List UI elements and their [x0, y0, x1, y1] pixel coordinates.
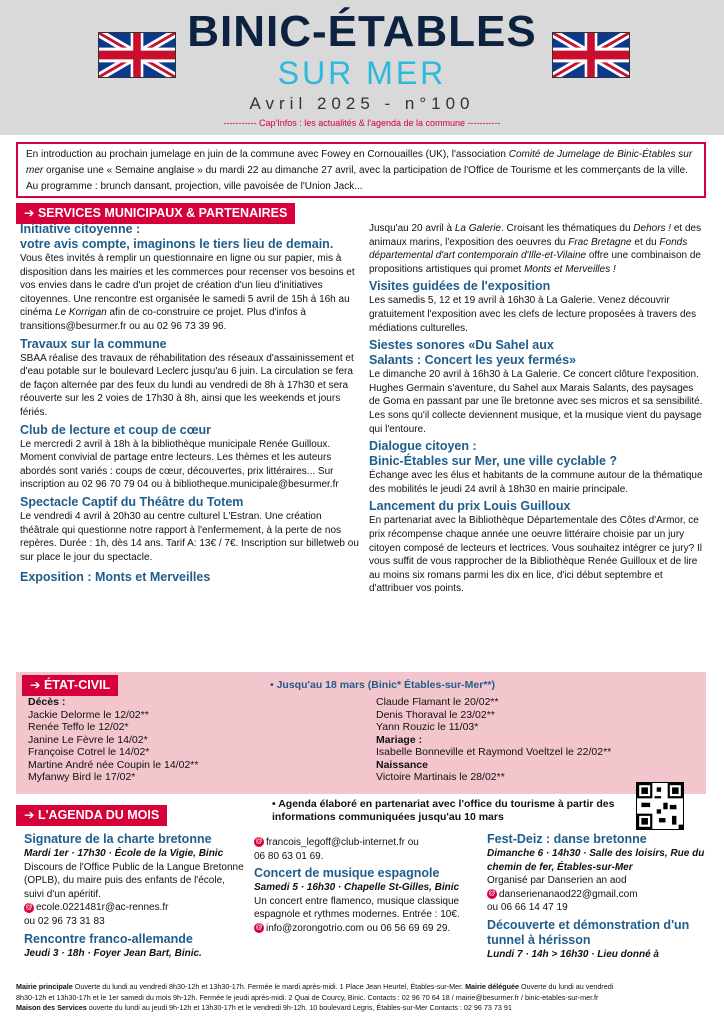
article-body: [20, 252, 360, 334]
article-title: Visites guidées de l'exposition: [369, 279, 551, 294]
list-item: Françoise Cotrel le 14/02*: [28, 746, 150, 758]
event-when: Lundi 7 · 14h > 16h30 · Lieu donné à: [487, 948, 659, 960]
footer-line: 8h30-12h et 13h30-17h et le 1er samedi du mois 9h-12h. Fermée le jeudi après-midi. 2 Quai de Courcy, Binic. Contacts : 02 96 70 64 18 / mairie@besurmer.fr / binic-etables-sur-mer.fr: [16, 992, 599, 1002]
list-item: Myfanwy Bird le 17/02*: [28, 771, 136, 783]
list-item: Martine André née Coupin le 14/02**: [28, 758, 199, 771]
article-subtitle: Salants : Concert les yeux fermés»: [369, 353, 577, 368]
mariage-label: Mariage :: [376, 733, 423, 746]
intro-box: [16, 142, 706, 198]
article-body: En partenariat avec la Bibliothèque Départementale des Côtes d'Armor, ce prix récompense chaque année une oeuvre littéraire choisie par un jury citoyen composé de lecteurs et lectrices. Vous souhaitez intégrer ce jury? Il vous suffit de vous rapprocher de la Bibliothèque Renée Guilloux et de lire au moins six romans parmi les dix en lice, d'ici début septembre et d'attribuer vos points.: [369, 515, 702, 595]
qr-code-icon[interactable]: [636, 782, 684, 830]
event-email[interactable]: danserienanaod22@gmail.com: [499, 888, 638, 900]
article-body: [369, 222, 707, 276]
section-header-agenda: ➔ L'AGENDA DU MOIS: [16, 805, 167, 826]
event-contact[interactable]: [487, 888, 709, 902]
footer-text: ouverte du lundi au jeudi 9h-12h et 13h30-17h et le vendredi 9h-12h. 10 boulevard Legris, Étables-sur-Mer Contacts : 02 96 73 73 91: [86, 1003, 512, 1013]
footer: [16, 982, 706, 1014]
mail-icon: @: [255, 838, 263, 846]
event-email[interactable]: francois_legoff@club-internet.fr ou: [266, 837, 419, 848]
event-when: Samedi 5 · 16h30 · Chapelle St-Gilles, Binic: [254, 882, 460, 894]
event-phone: 06 80 63 01 69.: [254, 850, 324, 862]
list-item: Denis Thoraval le 23/02**: [376, 708, 495, 721]
article-title: Travaux sur la commune: [20, 336, 167, 351]
theme-name: Dehors !: [633, 223, 672, 234]
agenda-column-1: [24, 832, 246, 960]
article-text: afin de co-construire ce projet. Plus d'infos à transitions@besurmer.fr ou au 02 96 73 39 96.: [20, 307, 306, 332]
article-title: Dialogue citoyen :: [369, 439, 477, 454]
deces-label: Décès :: [28, 696, 66, 708]
event-contact[interactable]: [254, 922, 476, 936]
list-item: Claude Flamant le 20/02**: [376, 696, 499, 708]
intro-text-2: organise une « Semaine anglaise » du mardi 22 au dimanche 27 avril, avec la participation de l'Office de Tourisme et les commerçants de la ville. Au programme : brunch dansant, projection, ville pavoisée de l'Union Jack...: [26, 165, 688, 192]
list-item: Yann Rouzic le 11/03*: [376, 721, 479, 733]
event-title: Signature de la charte bretonne: [24, 832, 212, 846]
event-when: Jeudi 3 · 18h · Foyer Jean Bart, Binic.: [24, 947, 202, 959]
footer-label: Mairie principale: [16, 982, 73, 991]
event-body: Un concert entre flamenco, musique classique espagnole et rythmes modernes. Entrée : 10€.: [254, 895, 460, 921]
footer-text: Ouverte du lundi au vendredi: [519, 982, 614, 991]
article-body: Le vendredi 4 avril à 20h30 au centre culturel L'Estran. Une création théâtrale qui questionne notre rapport à l'enfermement, à la perte de nos repères. Durée : 1h, dès 14 ans. Tarif A: 13€ / 7€. Inscription sur billetweb ou sur place le jour du spectacle.: [20, 510, 359, 563]
article-title: Initiative citoyenne :: [20, 222, 141, 236]
article-text: offre une combinaison de propositions artistiques qui promet: [369, 250, 701, 275]
event-contact[interactable]: [254, 836, 476, 850]
footer-text: Ouverte du lundi au vendredi 8h30-12h et 13h30-17h. Fermée le mardi après-midi. 1 Place Jean Heurtel, Étables-sur-Mer.: [72, 982, 466, 991]
list-item: Isabelle Bonneville et Raymond Voeltzel le 22/02**: [376, 746, 612, 758]
list-item: Victoire Martinais le 28/02**: [376, 771, 505, 783]
institution-name: Frac Bretagne: [568, 236, 632, 248]
event-title: Fest-Deiz : danse bretonne: [487, 832, 647, 846]
event-phone: ou 06 66 14 47 19: [487, 902, 568, 914]
services-right-column: [369, 222, 707, 596]
article-title: Spectacle Captif du Théâtre du Totem: [20, 494, 244, 509]
masthead-title: BINIC-ÉTABLES: [187, 7, 537, 56]
article-body: Échange avec les élus et habitants de la commune autour de la thématique des mobilités le jeudi 24 avril à 18h30 en mairie principale.: [369, 470, 703, 495]
article-title: Lancement du prix Louis Guilloux: [369, 499, 571, 514]
intro-association: Comité de Jumelage de Binic-Étables sur mer: [26, 149, 693, 176]
footer-line: [16, 1003, 706, 1014]
naissance-label: Naissance: [376, 758, 428, 771]
agenda-column-3: [487, 832, 709, 962]
mail-icon: @: [25, 903, 33, 911]
event-title: Concert de musique espagnole: [254, 866, 440, 881]
event-phone: ou 02 96 73 31 83: [24, 915, 105, 927]
event-when: Mardi 1er · 17h30 · École de la Vigie, Binic: [24, 848, 224, 859]
event-email[interactable]: ecole.0221481r@ac-rennes.fr: [36, 902, 169, 914]
etat-civil-period: • Jusqu'au 18 mars (Binic* Étables-sur-Mer**): [270, 679, 495, 691]
event-when: Dimanche 6 · 14h30 · Salle des loisirs, Rue du chemin de fer, Étables-sur-Mer: [487, 848, 705, 873]
event-contact[interactable]: [24, 901, 246, 915]
footer-label: Maison des Services: [16, 1003, 87, 1013]
venue-name: La Galerie: [454, 223, 501, 234]
article-title: Club de lecture et coup de cœur: [20, 422, 211, 437]
article-text: Vous êtes invités à remplir un questionnaire en ligne ou sur papier, mis à disposition dans les mairies et les commerces pour recenser vos besoins et vos envies dans le cadre d'un projet de création d'un lieu d'initiatives citoyennes. Une rencontre est organisée le samedi 5 avril de 15h à 16h au cinéma: [20, 253, 355, 319]
section-header-services: ➔ SERVICES MUNICIPAUX & PARTENAIRES: [16, 203, 295, 224]
article-text: et des animaux marins, l'exposition des oeuvres du: [369, 223, 702, 248]
article-title: Siestes sonores «Du Sahel aux: [369, 338, 554, 353]
exhibition-name: Monts et Merveilles !: [524, 263, 616, 275]
footer-line: [16, 982, 706, 993]
article-body: Le dimanche 20 avril à 16h30 à La Galerie. Ce concert clôture l'exposition. Hughes Germain s'aventure, du Sahel aux Marais Salants, des paysages de Goma en passant par une île bretonne avec ses micros et sa sensibilité. Les sons qu'il collecte deviennent musique, et la musique vient du paysage qui l'entoure.: [369, 369, 703, 435]
section-header-etat-civil: ➔ ÉTAT-CIVIL: [22, 675, 118, 696]
masthead-subtitle: SUR MER: [277, 55, 447, 91]
agenda-note: • Agenda élaboré en partenariat avec l'office du tourisme à partir des informations communiquées jusqu'au 10 mars: [272, 798, 615, 823]
article-subtitle: votre avis compte, imaginons le tiers lieu de demain.: [20, 237, 334, 251]
event-body: Organisé par Danserien an aod: [487, 875, 627, 887]
footer-label: Mairie déléguée: [465, 982, 519, 991]
event-title: Rencontre franco-allemande: [24, 931, 193, 946]
intro-text: En introduction au prochain jumelage en juin de la commune avec Fowey en Cornouailles (UK), l'association: [26, 149, 509, 160]
cinema-name: Le Korrigan: [55, 307, 107, 319]
article-text: Jusqu'au 20 avril à: [369, 223, 455, 234]
agenda-column-2: [254, 836, 476, 936]
list-item: Jackie Delorme le 12/02**: [28, 708, 149, 721]
services-left-column: [20, 219, 360, 585]
deces-list-left: [28, 696, 358, 784]
article-body: Le mercredi 2 avril à 18h à la bibliothèque municipale Renée Guilloux. Moment convivial de partage entre lecteurs. Les thèmes et les auteurs abordés sont variés : coups de cœur, découvertes, prix littéraires... Sur inscription au 02 96 70 79 04 ou à bibliotheque.municipale@besurmer.fr: [20, 438, 339, 491]
article-text: et du: [631, 236, 660, 248]
tagline: ----------- Cap'Infos : les actualités & l'agenda de la commune -----------: [223, 118, 501, 128]
event-email[interactable]: info@zorongotrio.com ou 06 56 69 69 29.: [266, 922, 451, 934]
article-text: . Croisant les thématiques du: [501, 223, 634, 234]
list-item: Renée Teffo le 12/02*: [28, 721, 129, 733]
event-title: Découverte et démonstration d'un tunnel à hérisson: [487, 917, 690, 947]
list-item: Janine Le Fèvre le 14/02*: [28, 733, 148, 746]
mail-icon: @: [488, 890, 496, 898]
etat-list-right: [376, 696, 702, 784]
issue-number: Avril 2025 - n°100: [249, 94, 475, 113]
article-body: SBAA réalise des travaux de réhabilitation des réseaux d'assainissement et d'eau potable sur le boulevard Leclerc jusqu'au 6 juin. La circulation se fera de façon alternée par des feux du lundi au vendredi de 8h à 17h30 et sera réouverte sur les 2 voies de 17h30 à 8h, ainsi que les weekends et jours fériés.: [20, 352, 354, 418]
event-body: Discours de l'Office Public de la Langue Bretonne (OPLB), du maire puis des enfants de l'école, suivi d'un apéritif.: [24, 861, 244, 900]
article-subtitle: Binic-Étables sur Mer, une ville cyclable ?: [369, 454, 618, 469]
article-title: Exposition : Monts et Merveilles: [20, 570, 211, 585]
article-body: Les samedis 5, 12 et 19 avril à 16h30 à La Galerie. Venez découvrir gratuitement l'exposition avec les clefs de lecture proposées à travers des médiations culturelles.: [369, 295, 697, 334]
institution-name: Fonds départemental d'art contemporain d'Ille-et-Vilaine: [369, 236, 688, 262]
mail-icon: @: [255, 924, 263, 932]
